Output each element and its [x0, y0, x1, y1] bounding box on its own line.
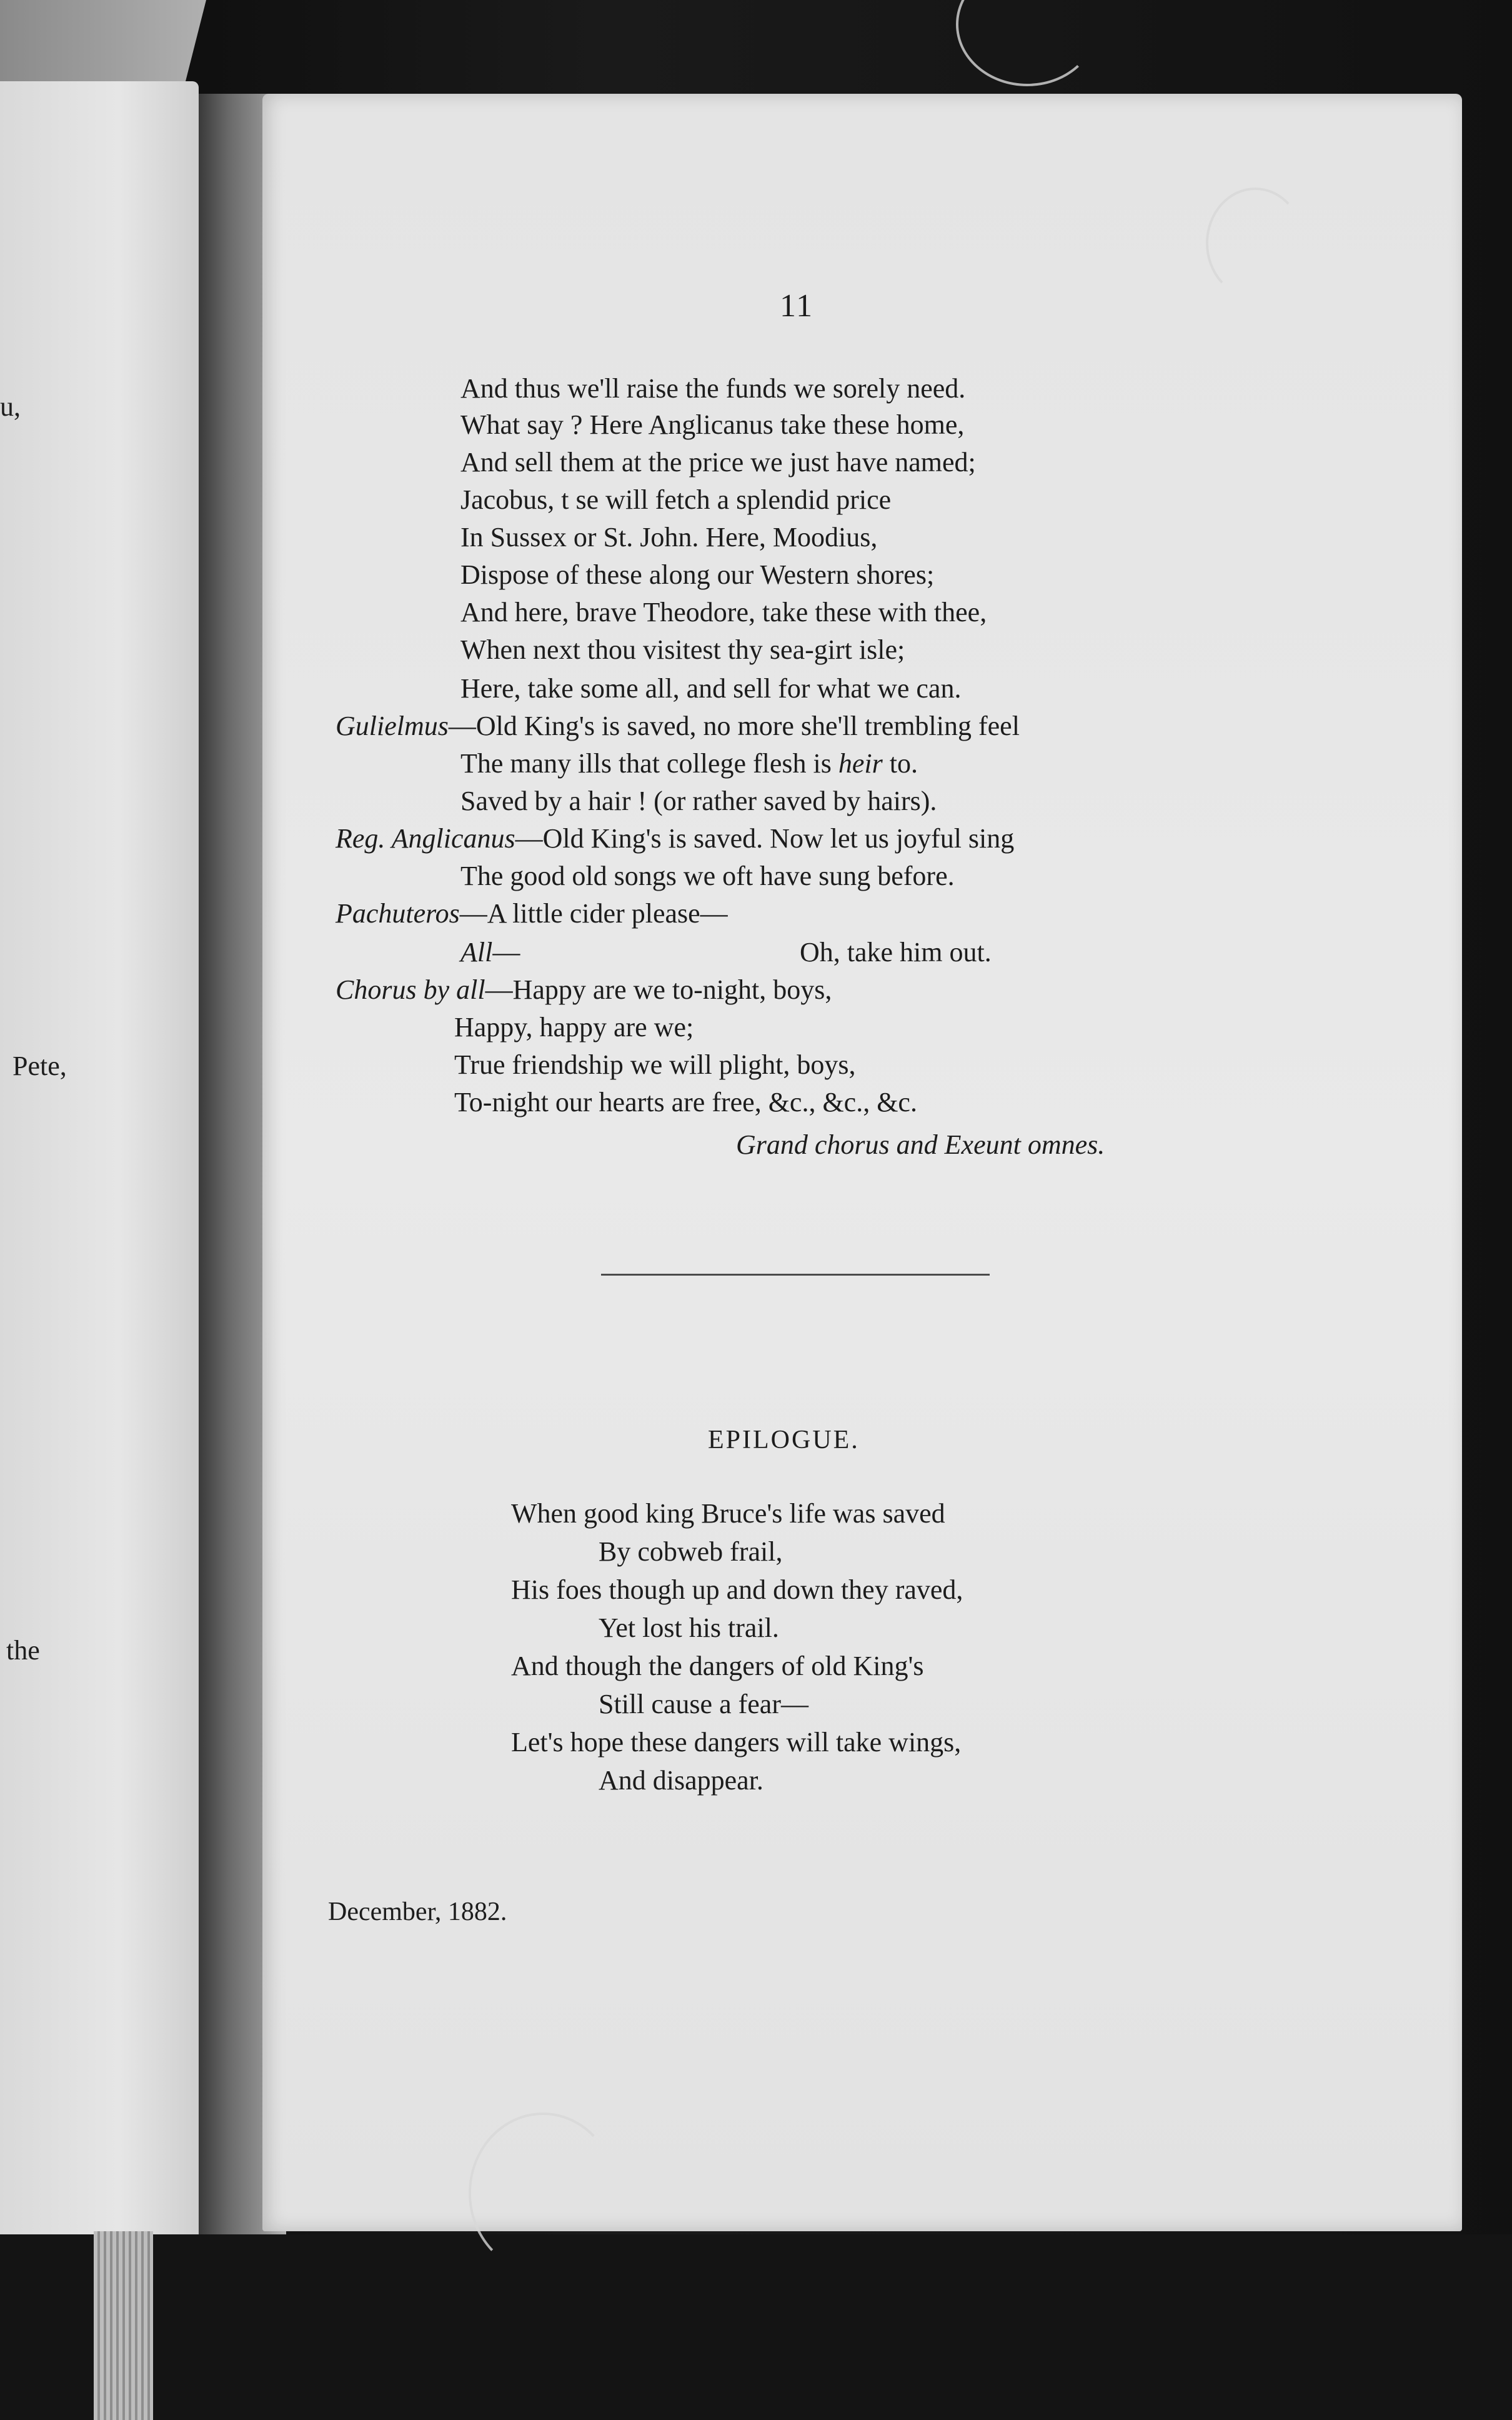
facing-page-fragment: Pete,: [12, 1051, 67, 1081]
speaker-name: All: [460, 937, 493, 968]
epilogue-line: Yet lost his trail.: [599, 1612, 779, 1643]
line-text: True friendship we will plight, boys,: [454, 1049, 856, 1080]
epilogue-line: And disappear.: [599, 1765, 763, 1796]
epilogue-line: And though the dangers of old King's: [511, 1651, 924, 1681]
epilogue-line: When good king Bruce's life was saved: [511, 1498, 945, 1529]
poem-line: [336, 900, 728, 928]
line-text: And thus we'll raise the funds we sorely need.: [460, 373, 966, 404]
line-text: The good old songs we oft have sung before.: [460, 861, 955, 891]
date-line: December, 1882.: [328, 1898, 507, 1926]
line-text: And sell them at the price we just have named;: [460, 447, 976, 478]
spine-cloth: [94, 2231, 153, 2420]
line-text: What say ? Here Anglicanus take these home,: [460, 409, 965, 440]
line-text: In Sussex or St. John. Here, Moodius,: [460, 522, 878, 552]
film-scratch-mark: [469, 2112, 617, 2274]
poem-line: [460, 750, 918, 778]
italic-word: heir: [838, 748, 883, 779]
line-text: —A little cider please—: [459, 898, 728, 929]
binding-fragment: [0, 0, 206, 81]
epilogue-line: Let's hope these dangers will take wings,: [511, 1727, 962, 1758]
scan-bottom-margin: [0, 2234, 1512, 2420]
film-scratch-mark: [1206, 188, 1305, 299]
poem-line: [336, 976, 832, 1004]
poem-line: [336, 712, 1020, 740]
facing-page: [0, 81, 199, 2250]
speaker-name: Gulielmus: [336, 711, 449, 741]
epilogue-line: His foes though up and down they raved,: [511, 1574, 963, 1605]
poem-line: [454, 1051, 855, 1079]
poem-line: [460, 561, 934, 589]
stage-direction: Grand chorus and Exeunt omnes.: [736, 1129, 1105, 1160]
line-text: Saved by a hair ! (or rather saved by hairs).: [460, 786, 937, 816]
epilogue-line: Still cause a fear—: [599, 1689, 808, 1719]
poem-line: [336, 825, 1014, 852]
poem-line: [460, 375, 965, 402]
poem-line: [460, 788, 937, 815]
line-text: Oh, take him out.: [800, 937, 992, 968]
poem-line: [460, 599, 987, 626]
poem-line: [800, 939, 992, 966]
poem-line: [460, 862, 955, 890]
poem-line: [460, 449, 976, 476]
section-divider: [601, 1274, 990, 1276]
line-text: And here, brave Theodore, take these with thee,: [460, 597, 987, 628]
poem-line: [460, 524, 877, 551]
epilogue-line: By cobweb frail,: [599, 1536, 783, 1567]
poem-line: [460, 411, 964, 439]
line-text-end: to.: [882, 748, 918, 779]
poem-line: [460, 486, 891, 514]
line-text: —Old King's is saved, no more she'll trembling feel: [448, 711, 1020, 741]
poem-line: [460, 636, 905, 664]
poem-line: [460, 939, 520, 966]
speaker-name: Reg. Anglicanus: [336, 823, 515, 854]
poem-line: [454, 1089, 917, 1116]
page-number: 11: [780, 288, 814, 324]
line-text: —Happy are we to-night, boys,: [485, 974, 832, 1005]
line-text: When next thou visitest thy sea-girt isle;: [460, 634, 905, 665]
line-text: Dispose of these along our Western shores;: [460, 559, 935, 590]
line-text: To-night our hearts are free, &c., &c., &c.: [454, 1087, 917, 1118]
poem-line: [454, 1014, 694, 1041]
line-text: Jacobus, t se will fetch a splendid price: [460, 484, 892, 515]
line-text: —Old King's is saved. Now let us joyful sing: [515, 823, 1015, 854]
line-text: —: [492, 937, 520, 968]
poem-line: [460, 675, 961, 702]
facing-page-fragment: u,: [0, 391, 21, 422]
speaker-name: Chorus by all: [336, 974, 485, 1005]
facing-page-fragment: the: [6, 1635, 40, 1666]
line-text: Happy, happy are we;: [454, 1012, 694, 1042]
line-text: The many ills that college flesh is: [460, 748, 838, 779]
line-text: Here, take some all, and sell for what we can.: [460, 673, 962, 704]
speaker-name: Pachuteros: [336, 898, 460, 929]
epilogue-title: EPILOGUE.: [708, 1426, 860, 1454]
